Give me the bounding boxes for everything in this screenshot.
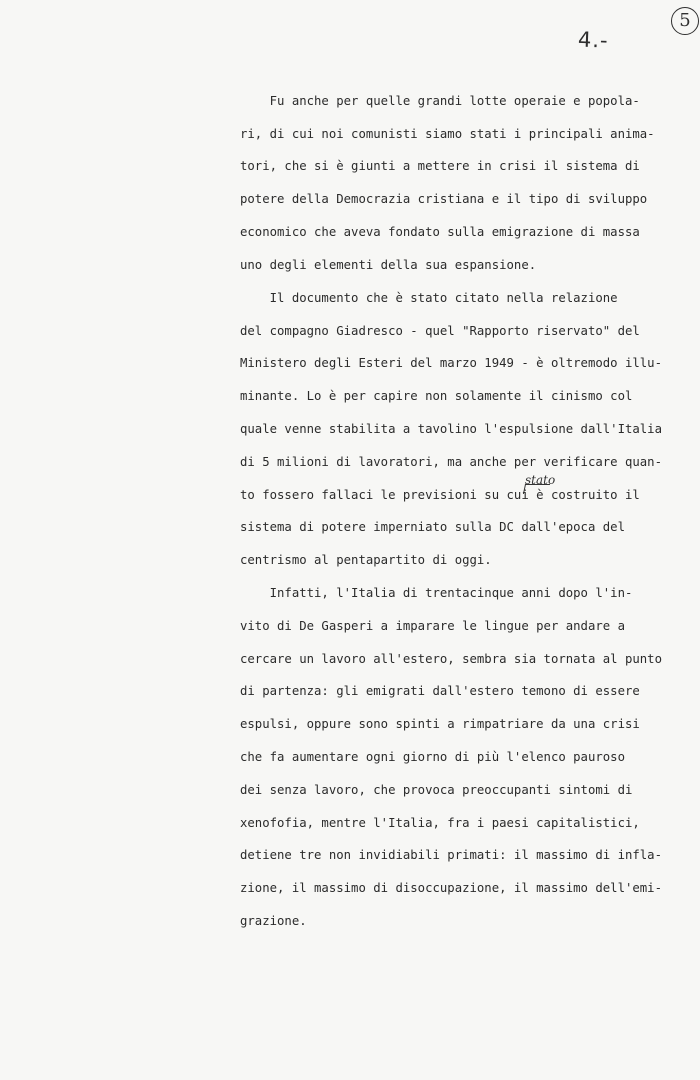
text-line: grazione. (240, 914, 307, 928)
text-line: xenofofia, mentre l'Italia, fra i paesi capitalistici, (240, 816, 640, 830)
text-line: economico che aveva fondato sulla emigrazione di massa (240, 225, 640, 239)
text-line: detiene tre non invidiabili primati: il massimo di infla- (240, 848, 662, 862)
text-line: vito di De Gasperi a imparare le lingue per andare a (240, 619, 625, 633)
text-line: che fa aumentare ogni giorno di più l'elenco pauroso (240, 750, 625, 764)
text-line: zione, il massimo di disoccupazione, il massimo dell'emi- (240, 881, 662, 895)
text-line: centrismo al pentapartito di oggi. (240, 553, 492, 567)
text-line: Fu anche per quelle grandi lotte operaie e popola- (240, 94, 640, 108)
page-stamp-circle: 5 (671, 7, 699, 35)
text-line: del compagno Giadresco - quel "Rapporto riservato" del (240, 324, 640, 338)
text-line: espulsi, oppure sono spinti a rimpatriare da una crisi (240, 717, 640, 731)
page-number: 4.- (577, 27, 610, 53)
handwritten-insertion: stato (525, 473, 556, 487)
text-line: Il documento che è stato citato nella relazione (240, 291, 618, 305)
text-line: dei senza lavoro, che provoca preoccupanti sintomi di (240, 783, 633, 797)
text-line: di 5 milioni di lavoratori, ma anche per verificare quan- (240, 455, 662, 469)
text-line: Infatti, l'Italia di trentacinque anni dopo l'in- (240, 586, 633, 600)
text-line: ri, di cui noi comunisti siamo stati i principali anima- (240, 127, 655, 141)
text-line: Ministero degli Esteri del marzo 1949 - è oltremodo illu- (240, 356, 662, 370)
text-line: di partenza: gli emigrati dall'estero temono di essere (240, 684, 640, 698)
text-line: sistema di potere imperniato sulla DC dall'epoca del (240, 520, 625, 534)
text-line: potere della Democrazia cristiana e il tipo di sviluppo (240, 192, 648, 206)
text-line: uno degli elementi della sua espansione. (240, 258, 537, 272)
text-line: cercare un lavoro all'estero, sembra sia tornata al punto (240, 652, 662, 666)
text-line: minante. Lo è per capire non solamente il cinismo col (240, 389, 633, 403)
text-line: to fossero fallaci le previsioni su cui è costruito il (240, 488, 640, 502)
text-line: tori, che si è giunti a mettere in crisi il sistema di (240, 159, 640, 173)
text-line: quale venne stabilita a tavolino l'espulsione dall'Italia (240, 422, 662, 436)
